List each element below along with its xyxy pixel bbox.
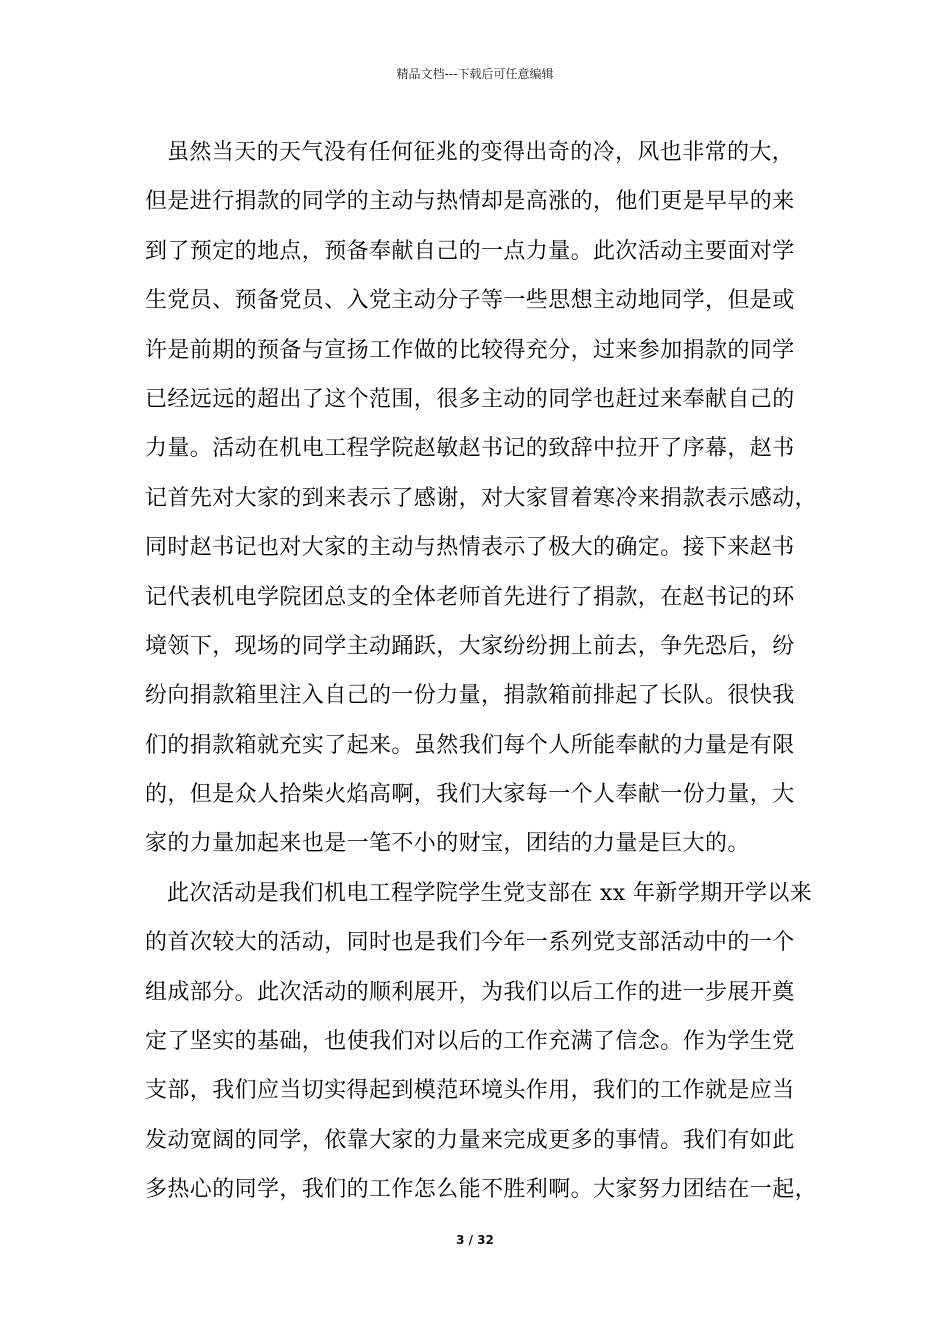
text-line: 境领下，现场的同学主动踊跃，大家纷纷拥上前去，争先恐后，纷 [145,633,795,659]
text-line: 此次活动是我们机电工程学院学生党支部在 xx 年新学期开学以来 [167,880,813,906]
text-line: 纷向捐款箱里注入自己的一份力量，捐款箱前排起了长队。很快我 [145,683,795,709]
text-line: 定了坚实的基础，也使我们对以后的工作充满了信念。作为学生党 [145,1029,795,1055]
document-body [145,128,821,1215]
text-line: 许是前期的预备与宣扬工作做的比较得充分，过来参加捐款的同学 [145,337,795,363]
text-line: 力量。活动在机电工程学院赵敏赵书记的致辞中拉开了序幕，赵书 [145,436,795,462]
text-line: 组成部分。此次活动的顺利展开，为我们以后工作的进一步展开奠 [145,979,795,1005]
text-line: 生党员、预备党员、入党主动分子等一些思想主动地同学，但是或 [145,288,795,314]
text-line: 多热心的同学，我们的工作怎么能不胜利啊。大家努力团结在一起， [145,1177,818,1203]
text-line: 记首先对大家的到来表示了感谢，对大家冒着寒冷来捐款表示感动， [145,485,818,511]
paragraph [145,128,821,869]
text-line: 们的捐款箱就充实了起来。虽然我们每个人所能奉献的力量是有限 [145,732,795,758]
text-line: 的首次较大的活动，同时也是我们今年一系列党支部活动中的一个 [145,930,795,956]
text-line: 支部，我们应当切实得起到模范环境头作用，我们的工作就是应当 [145,1078,795,1104]
text-line: 已经远远的超出了这个范围，很多主动的同学也赶过来奉献自己的 [145,386,795,412]
paragraph [145,869,821,1215]
text-line: 的，但是众人拾柴火焰高啊，我们大家每一个人奉献一份力量，大 [145,782,795,808]
page-number: 3 / 32 [456,1233,494,1247]
page-header: 精品文档---下载后可任意编辑 [396,67,554,81]
text-line: 发动宽阔的同学，依靠大家的力量来完成更多的事情。我们有如此 [145,1127,795,1153]
text-line: 到了预定的地点，预备奉献自己的一点力量。此次活动主要面对学 [145,238,795,264]
text-line: 记代表机电学院团总支的全体老师首先进行了捐款，在赵书记的环 [145,584,795,610]
text-line: 家的力量加起来也是一笔不小的财宝，团结的力量是巨大的。 [145,831,750,857]
text-line: 同时赵书记也对大家的主动与热情表示了极大的确定。接下来赵书 [145,535,795,561]
text-line: 虽然当天的天气没有任何征兆的变得出奇的冷，风也非常的大， [167,140,795,165]
text-line: 但是进行捐款的同学的主动与热情却是高涨的，他们更是早早的来 [145,189,795,215]
